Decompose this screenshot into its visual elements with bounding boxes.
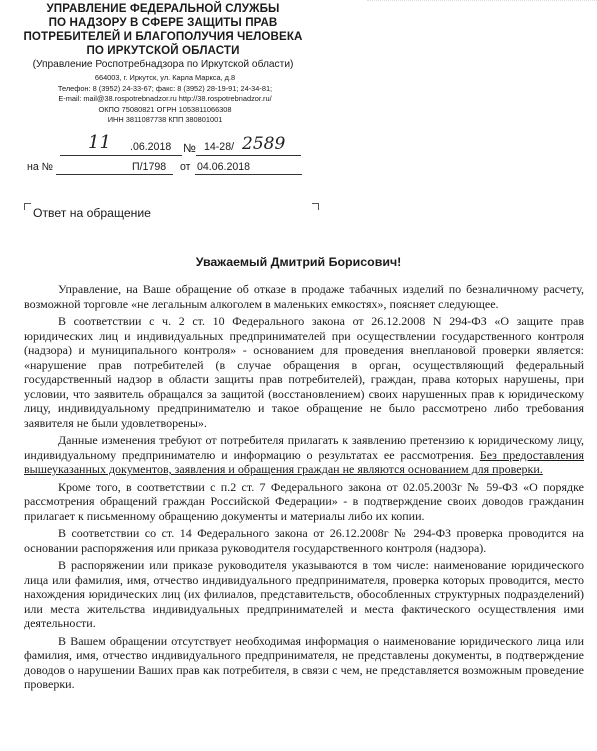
agency-line: УПРАВЛЕНИЕ ФЕДЕРАЛЬНОЙ СЛУЖБЫ (46, 2, 280, 15)
phone-fax: Телефон: 8 (3952) 24-33-67; факс: 8 (3952) 28-19-91; 24-34-81; (57, 83, 273, 93)
outgoing-number: 14-28/ (204, 141, 235, 153)
agency-line: ПО НАДЗОРУ В СФЕРЕ ЗАЩИТЫ ПРАВ (48, 16, 278, 29)
contact-block (30, 73, 300, 126)
number-underline (196, 155, 301, 156)
email-website: E-mail: mail@38.rospotrebnadzor.ru http://38.rospotrebnadzor.ru/ (58, 94, 272, 103)
okpo-ogrn: ОКПО 75080821 ОГРН 1053811066308 (98, 104, 232, 114)
subject-line: Ответ на обращение (33, 206, 151, 220)
scan-edge (367, 0, 597, 7)
incoming-number: П/1798 (132, 161, 167, 173)
corner-mark (312, 203, 319, 210)
address: 664003, г. Иркутск, ул. Карла Маркса, д.8 (94, 73, 236, 82)
agency-line: ПО ИРКУТСКОЙ ОБЛАСТИ (86, 44, 240, 57)
letter-body (24, 282, 584, 695)
incoming-number-underline (56, 174, 173, 175)
underlined-statement: Без предоставления вышеуказанных документов, заявления и обращения граждан не являются основанием для проверки. (24, 447, 585, 476)
agency-line: ПОТРЕБИТЕЛЕЙ И БЛАГОПОЛУЧИЯ ЧЕЛОВЕКА (23, 30, 303, 43)
body-paragraph (24, 433, 584, 477)
outgoing-date: .06.2018 (130, 141, 172, 153)
handwritten-number: 2589 (242, 134, 286, 154)
incoming-date: 04.06.2018 (197, 161, 251, 173)
incoming-from-label: от (180, 161, 191, 173)
incoming-to-label: на № (27, 161, 54, 173)
body-paragraph: Управление, на Ваше обращение об отказе в продаже табачных изделий по безналичному расчету, возможной торговле «не легальным алкоголем в маленьких емкостях», поясняет следующее. (24, 282, 584, 311)
incoming-date-underline (195, 174, 302, 175)
body-paragraph: В соответствии со ст. 14 Федерального закона от 26.12.2008г № 294-ФЗ проверка проводится на основании распоряжения или приказа руководителя государственного контроля (надзора). (24, 526, 584, 555)
body-paragraph: Кроме того, в соответствии с п.2 ст. 7 Федерального закона от 02.05.2003г № 59-ФЗ «О порядке рассмотрения обращений граждан Российской Федерации» - в подтверждение своих доводов гражданин прилагает к письменному обращению документы и материалы либо их копии. (24, 479, 584, 523)
body-paragraph: В соответствии с ч. 2 ст. 10 Федерального закона от 26.12.2008 N 294-ФЗ «О защите прав юридических лиц и индивидуальных предпринимателей при осуществлении государственного контроля (надзора) и муниципального контроля» - основанием для проведения внеплановой проверки является: «нарушение прав потребителей (в случае обращения в орган, осуществляющий федеральный государственный надзор в области защиты прав потребителей), граждан, права которых нарушены, при условии, что заявитель обращался за защитой (восстановлением) своих нарушенных прав к юридическому лицу, индивидуальному предпринимателю и такое обращение не было рассмотрено либо требования заявителя не были удовлетворены». (24, 314, 584, 430)
date-underline (60, 155, 182, 156)
agency-short-name: (Управление Роспотребнадзора по Иркутской области) (32, 59, 294, 70)
inn-kpp: ИНН 3811087738 КПП 380801001 (107, 115, 223, 124)
body-paragraph: В распоряжении или приказе руководителя указываются в том числе: наименование юридического лица или фамилия, имя, отчество индивидуального предпринимателя, проверка которых проводится, место нахождения юридических лиц (их филиалов, представительств, обособленных структурных подразделений) или места жительства индивидуальных предпринимателей и места фактического осуществления ими деятельности. (24, 558, 584, 630)
salutation: Уважаемый Дмитрий Борисович! (195, 255, 402, 269)
number-sign: № (183, 141, 196, 155)
handwritten-day: 11 (88, 132, 111, 153)
paragraph-text: Данные изменения требуют от потребителя прилагать к заявлению претензию к юридическому лицу, индивидуальному предпринимателю и информацию о результатах ее рассмотрения. (24, 433, 584, 462)
agency-header (18, 2, 308, 72)
corner-mark (24, 203, 31, 210)
body-paragraph: В Вашем обращении отсутствует необходимая информация о наименование юридического лица или фамилия, имя, отчество индивидуального предпринимателя, не представлены документы, в подтверждение доводов о нарушении Ваших прав как потребителя, в связи с чем, не представляется возможным проведение проверки. (24, 633, 584, 691)
